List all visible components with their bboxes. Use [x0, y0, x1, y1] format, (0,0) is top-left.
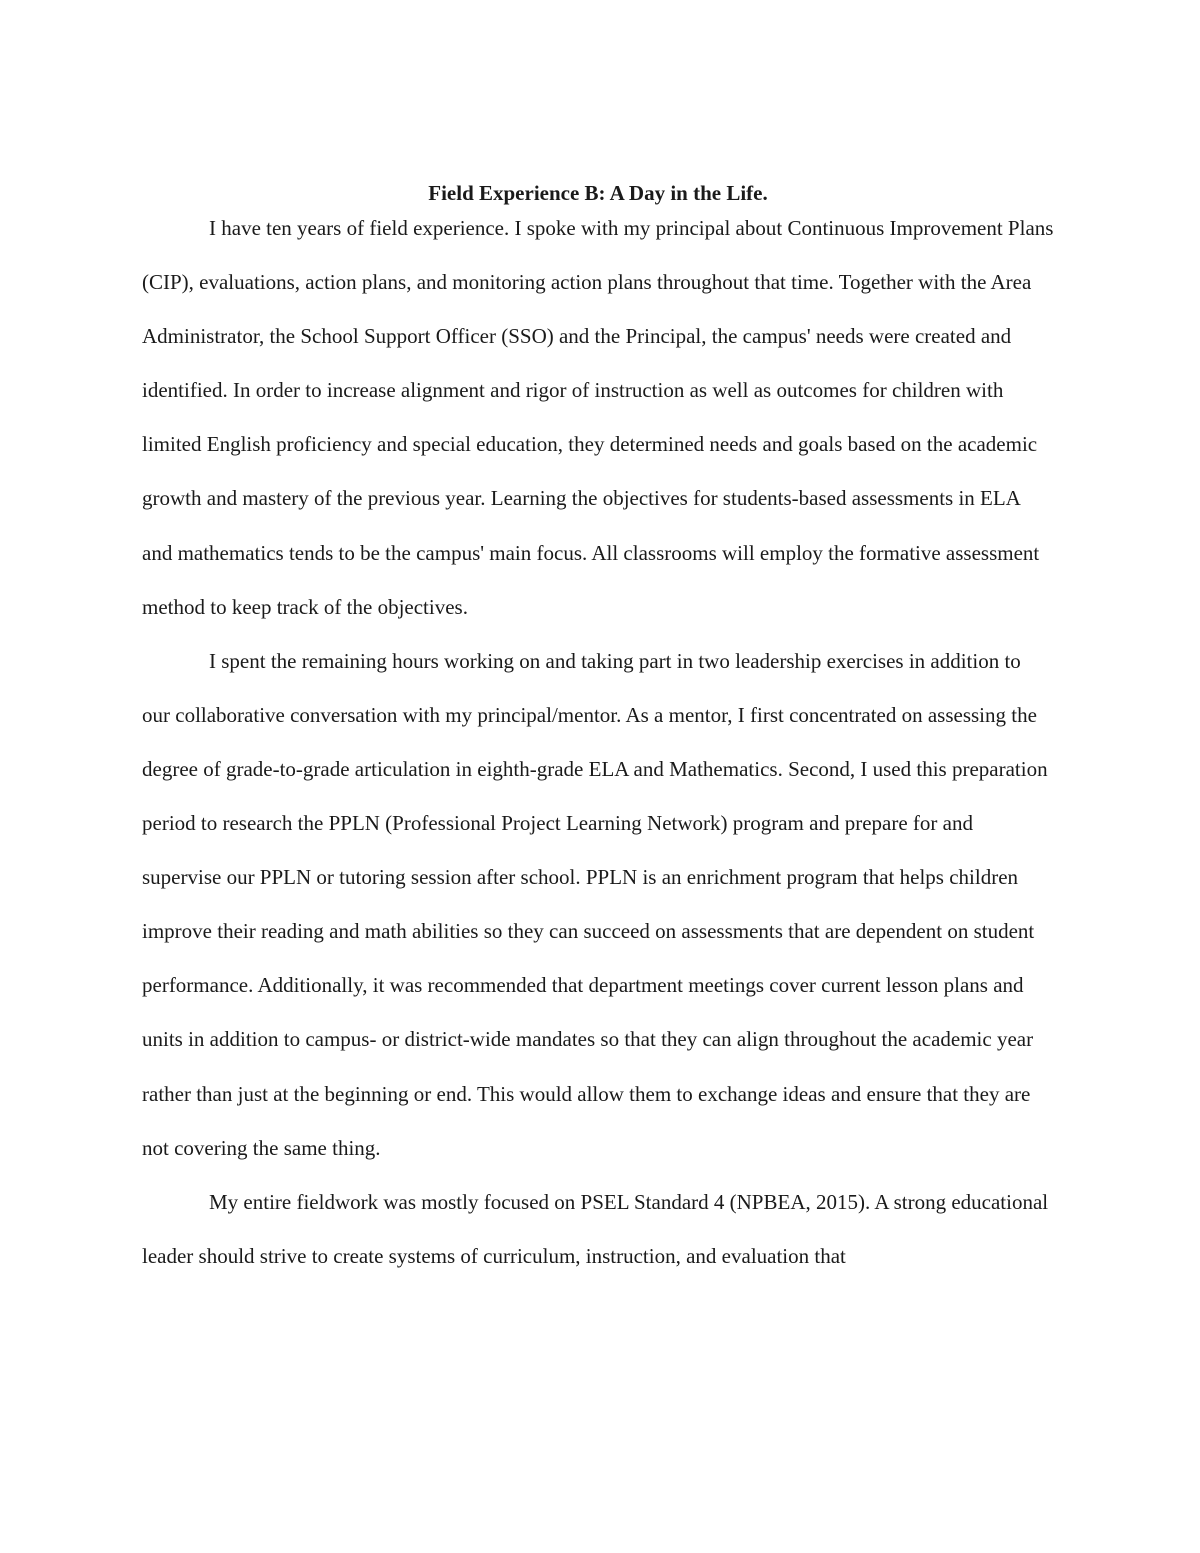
paragraph-2: I spent the remaining hours working on and taking part in two leadership exercises in addition to our collaborative conversation with my principal/mentor. As a mentor, I first concentrated on assessing the degree of grade-to-grade articulation in eighth-grade ELA and Mathematics. Second, I used this preparation period to research the PPLN (Professional Project Learning Network) program and prepare for and supervise our PPLN or tutoring session after school. PPLN is an enrichment program that helps children improve their reading and math abilities so they can succeed on assessments that are dependent on student performance. Additionally, it was recommended that department meetings cover current lesson plans and units in addition to campus- or district-wide mandates so that they can align throughout the academic year rather than just at the beginning or end. This would allow them to exchange ideas and ensure that they are not covering the same thing.: [142, 648, 1048, 1160]
paragraph-1: I have ten years of field experience. I spoke with my principal about Continuous Improvement Plans (CIP), evaluations, action plans, and monitoring action plans throughout that time. Together with the Area Administrator, the School Support Officer (SSO) and the Principal, the campus' needs were created and identified. In order to increase alignment and rigor of instruction as well as outcomes for children with limited English proficiency and special education, they determined needs and goals based on the academic growth and mastery of the previous year. Learning the objectives for students-based assessments in ELA and mathematics tends to be the campus' main focus. All classrooms will employ the formative assessment method to keep track of the objectives.: [142, 216, 1054, 619]
paragraph-3: My entire fieldwork was mostly focused on PSEL Standard 4 (NPBEA, 2015). A strong educational leader should strive to create systems of curriculum, instruction, and evaluation that: [142, 1189, 1049, 1268]
document-title: Field Experience B: A Day in the Life.: [428, 181, 768, 205]
document-body: [142, 178, 1054, 1283]
